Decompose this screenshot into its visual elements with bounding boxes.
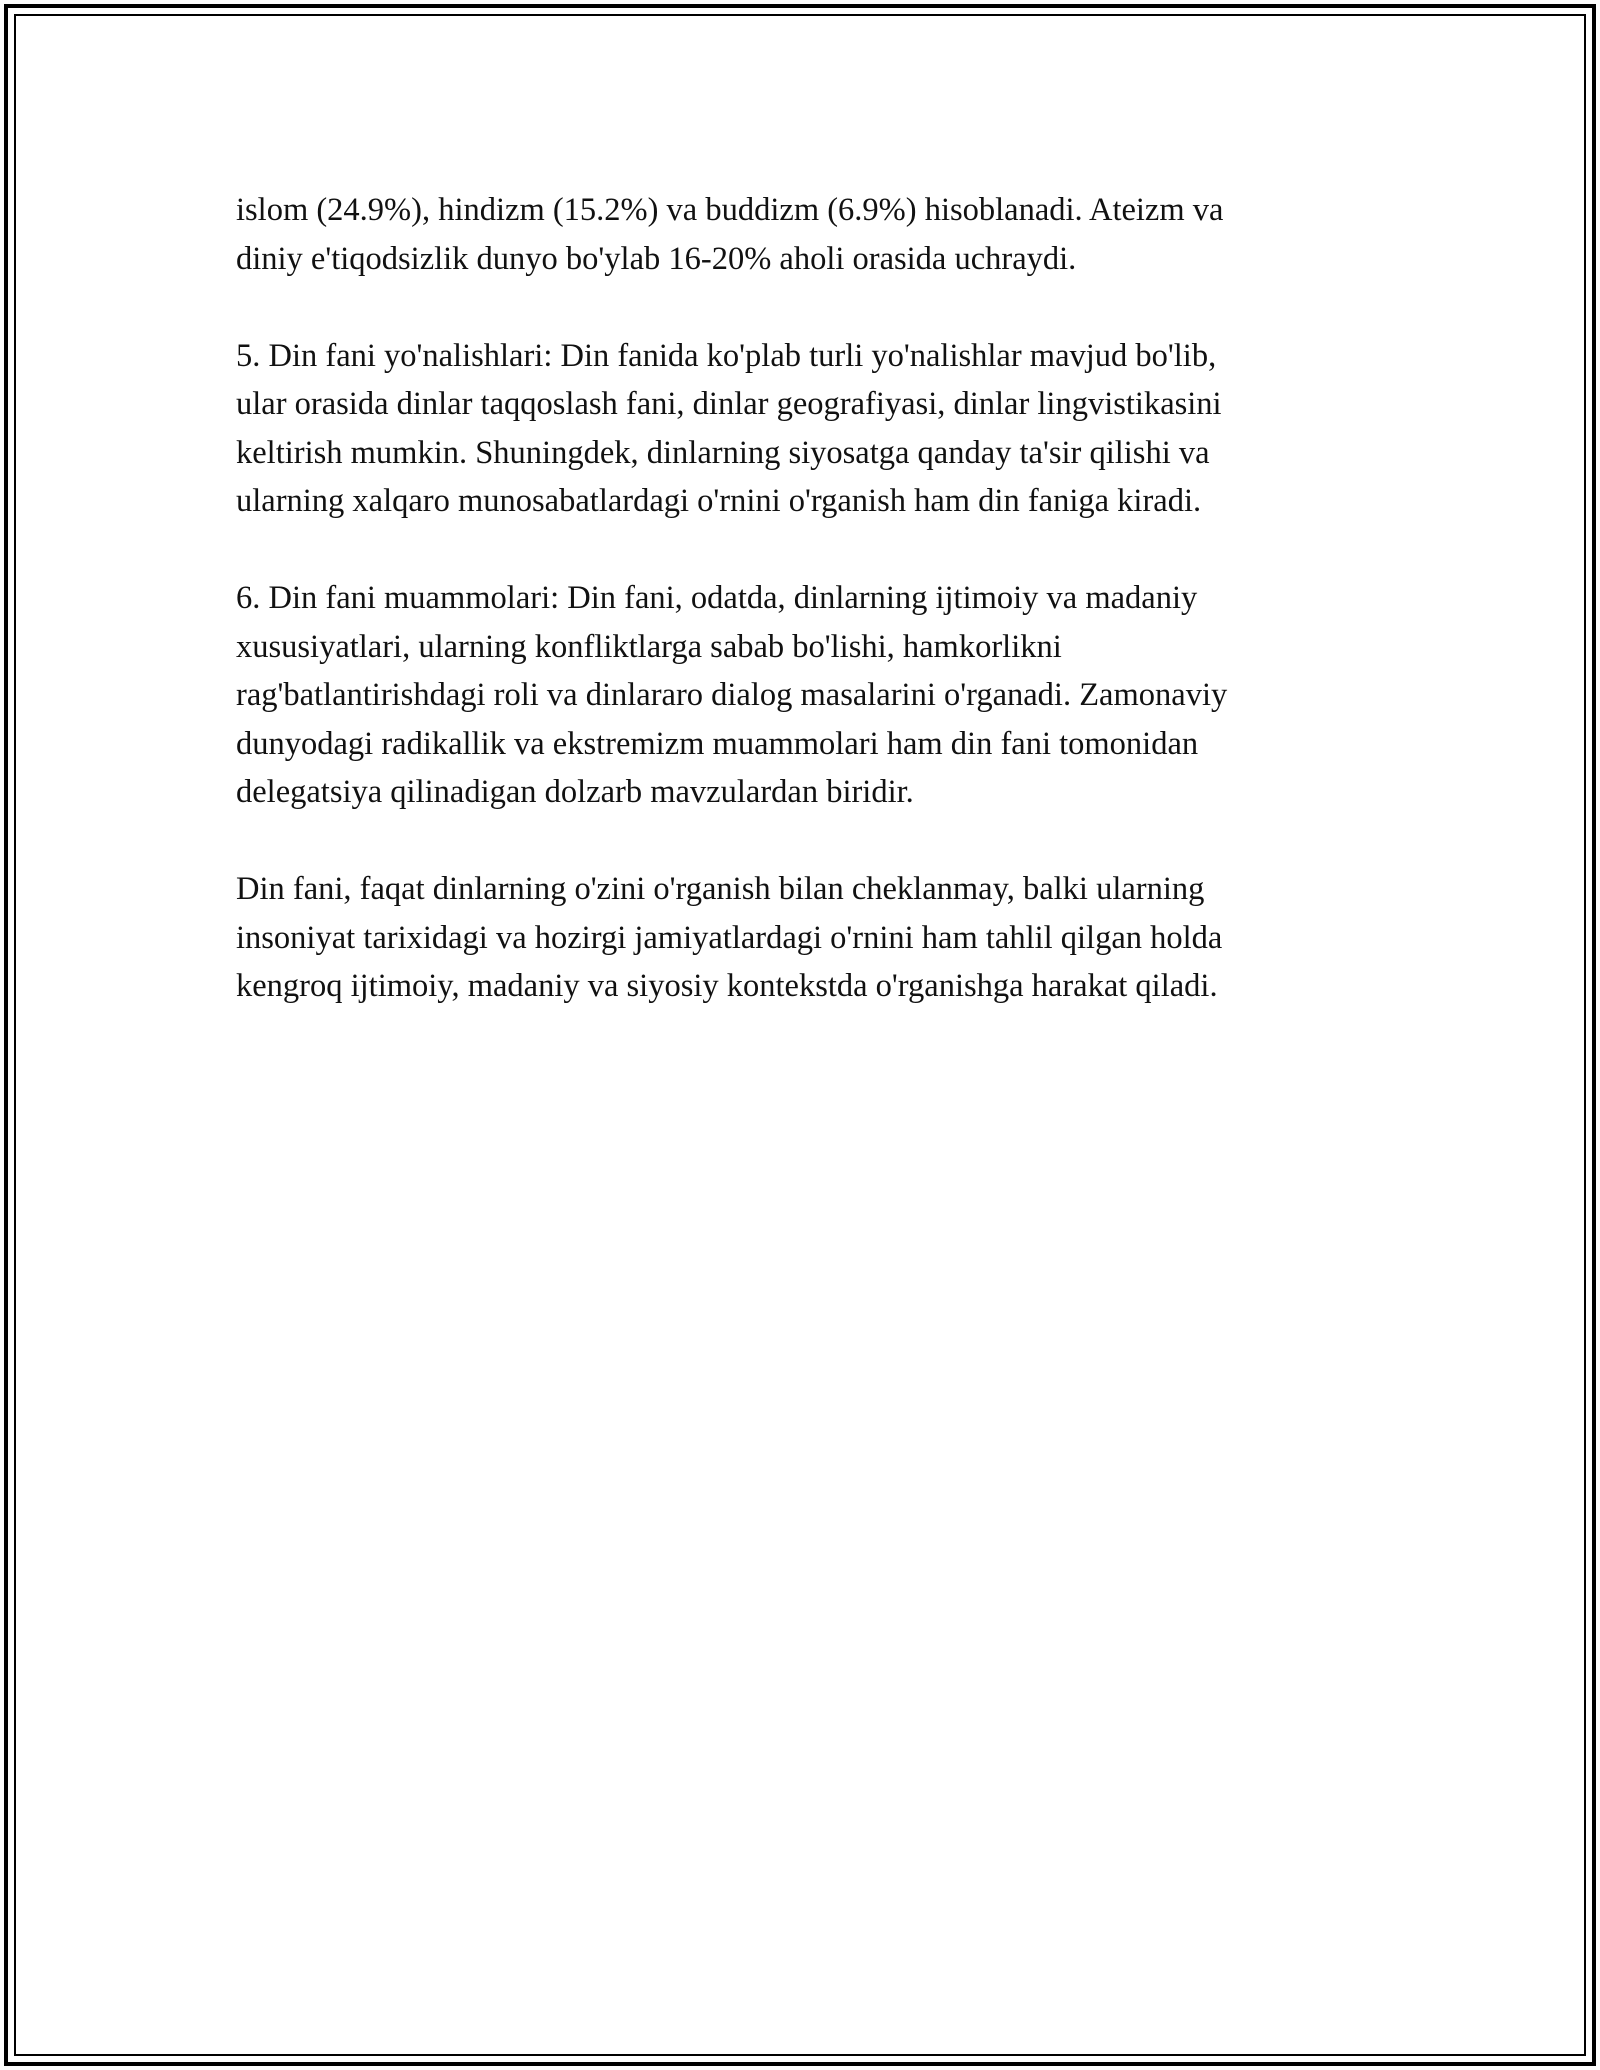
text-line: ularning xalqaro munosabatlardagi o'rnini o'rganish ham din faniga kiradi. bbox=[236, 483, 1202, 519]
text-line: dunyodagi radikallik va ekstremizm muammolari ham din fani tomonidan bbox=[236, 725, 1199, 762]
text-line: rag'batlantirishdagi roli va dinlararo dialog masalarini o'rganadi. Zamonaviy bbox=[236, 677, 1228, 713]
paragraph-directions bbox=[236, 332, 1376, 526]
text-line: 5. Din fani yo'nalishlari: Din fanida ko'plab turli yo'nalishlar mavjud bo'lib, bbox=[236, 337, 1217, 374]
text-line: diniy e'tiqodsizlik dunyo bo'ylab 16-20% aholi orasida uchraydi. bbox=[236, 240, 1077, 277]
text-line: Din fani, faqat dinlarning o'zini o'rganish bilan cheklanmay, balki ularning bbox=[236, 871, 1205, 907]
text-line: kengroq ijtimoiy, madaniy va siyosiy kontekstda o'rganishga harakat qiladi. bbox=[236, 968, 1218, 1004]
text-line: ular orasida dinlar taqqoslash fani, dinlar geografiyasi, dinlar lingvistikasini bbox=[236, 386, 1222, 422]
text-line: 6. Din fani muammolari: Din fani, odatda, dinlarning ijtimoiy va madaniy bbox=[236, 580, 1198, 616]
document-body bbox=[236, 186, 1376, 1059]
text-line: insoniyat tarixidagi va hozirgi jamiyatlardagi o'rnini ham tahlil qilgan holda bbox=[236, 919, 1223, 956]
text-line: xususiyatlari, ularning konfliktlarga sabab bo'lishi, hamkorlikni bbox=[236, 628, 1062, 665]
paragraph-problems bbox=[236, 574, 1376, 817]
text-line: delegatsiya qilinadigan dolzarb mavzulardan biridir. bbox=[236, 774, 914, 810]
paragraph-religion-statistics bbox=[236, 186, 1376, 283]
paragraph-conclusion bbox=[236, 865, 1376, 1011]
text-line: keltirish mumkin. Shuningdek, dinlarning siyosatga qanday ta'sir qilishi va bbox=[236, 434, 1210, 471]
text-line: islom (24.9%), hindizm (15.2%) va buddizm (6.9%) hisoblanadi. Ateizm va bbox=[236, 192, 1224, 228]
